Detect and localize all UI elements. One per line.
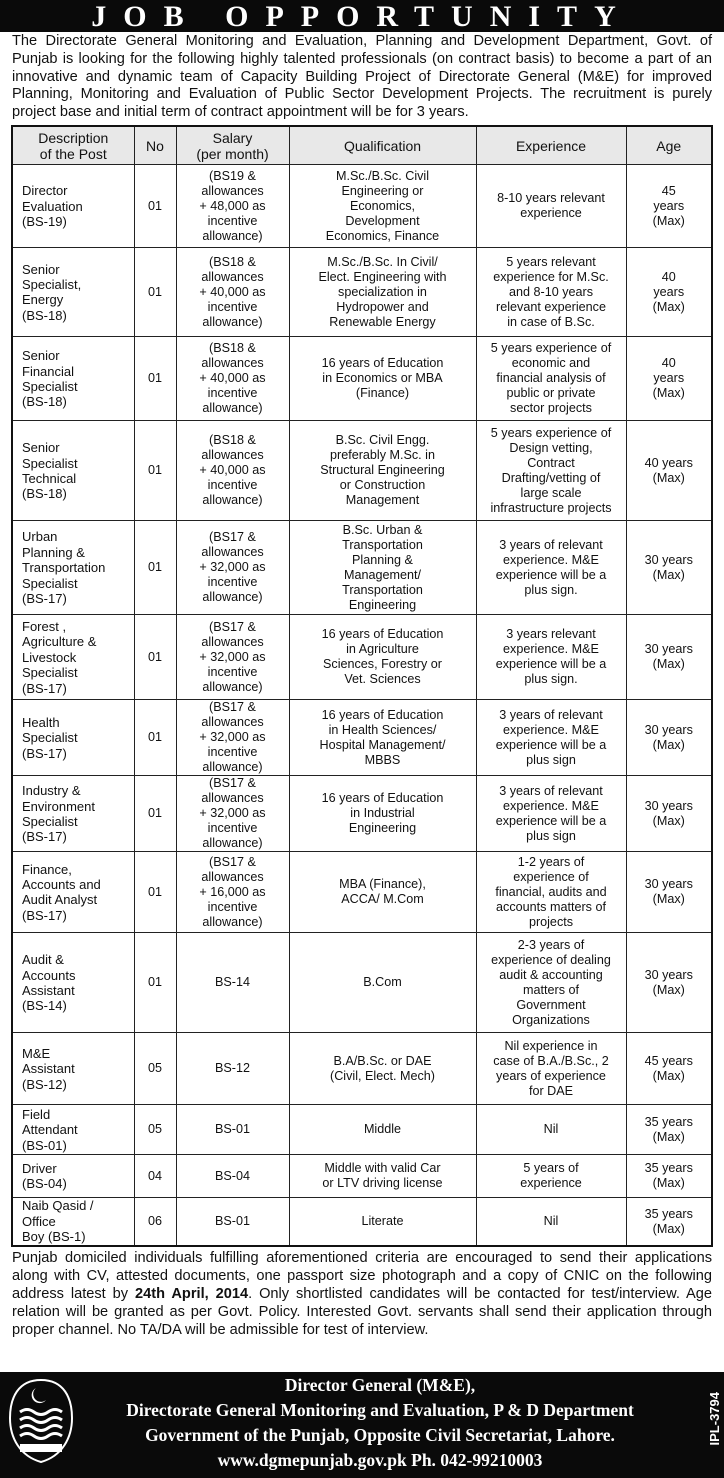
table-row <box>12 1155 712 1198</box>
ad-code: IPL-3794 <box>707 1392 722 1446</box>
cell-qualification: M.Sc./B.Sc. In Civil/ Elect. Engineering with specialization in Hydropower and Renewable Energy <box>289 248 476 337</box>
cell-salary: (BS18 & allowances + 40,000 as incentive allowance) <box>176 337 289 421</box>
cell-age: 35 years (Max) <box>626 1198 712 1246</box>
header-age: Age <box>626 126 712 165</box>
cell-no: 05 <box>134 1105 176 1155</box>
cell-qualification: B.Com <box>289 933 476 1033</box>
cell-qualification: B.Sc. Civil Engg. preferably M.Sc. in Structural Engineering or Construction Management <box>289 421 476 521</box>
cell-salary: BS-12 <box>176 1033 289 1105</box>
header-post: Description of the Post <box>12 126 134 165</box>
cell-experience: 5 years relevant experience for M.Sc. and 8-10 years relevant experience in case of B.Sc. <box>476 248 626 337</box>
instructions-text-cont: . Only shortlisted candidates will be contacted for test/interview. Age relation will be granted as per Govt. Policy. Interested Govt. servants shall send their application through proper channel. No TA/DA will be admissible for test of interview. <box>12 1285 712 1338</box>
table-row <box>12 248 712 337</box>
footer-line-1: Director General (M&E), <box>284 1375 476 1395</box>
cell-age: 30 years (Max) <box>626 615 712 700</box>
cell-qualification: 16 years of Education in Economics or MBA (Finance) <box>289 337 476 421</box>
cell-post: Senior Specialist Technical (BS-18) <box>12 421 134 521</box>
table-row <box>12 933 712 1033</box>
cell-experience: 3 years of relevant experience. M&E experience will be a plus sign <box>476 700 626 776</box>
cell-age: 40 years (Max) <box>626 337 712 421</box>
cell-post: Naib Qasid / Office Boy (BS-1) <box>12 1198 134 1246</box>
cell-post: Senior Financial Specialist (BS-18) <box>12 337 134 421</box>
cell-post: Health Specialist (BS-17) <box>12 700 134 776</box>
table-row <box>12 852 712 933</box>
cell-post: Forest , Agriculture & Livestock Specialist (BS-17) <box>12 615 134 700</box>
cell-no: 06 <box>134 1198 176 1246</box>
table-row <box>12 1033 712 1105</box>
cell-no: 01 <box>134 248 176 337</box>
cell-no: 01 <box>134 852 176 933</box>
cell-salary: (BS17 & allowances + 32,000 as incentive allowance) <box>176 615 289 700</box>
cell-salary: (BS17 & allowances + 16,000 as incentive allowance) <box>176 852 289 933</box>
cell-post: Audit & Accounts Assistant (BS-14) <box>12 933 134 1033</box>
footer-line-3: Government of the Punjab, Opposite Civil Secretariat, Lahore. <box>145 1425 615 1445</box>
table-row <box>12 421 712 521</box>
cell-experience: 3 years of relevant experience. M&E experience will be a plus sign. <box>476 521 626 615</box>
cell-age: 40 years (Max) <box>626 421 712 521</box>
cell-qualification: B.A/B.Sc. or DAE (Civil, Elect. Mech) <box>289 1033 476 1105</box>
cell-post: Urban Planning & Transportation Specialist (BS-17) <box>12 521 134 615</box>
cell-no: 01 <box>134 615 176 700</box>
cell-post: Field Attendant (BS-01) <box>12 1105 134 1155</box>
cell-age: 45 years (Max) <box>626 1033 712 1105</box>
cell-experience: 5 years experience of Design vetting, Contract Drafting/vetting of large scale infrastructure projects <box>476 421 626 521</box>
cell-salary: (BS18 & allowances + 40,000 as incentive allowance) <box>176 421 289 521</box>
ad-body <box>0 33 724 1339</box>
cell-salary: (BS17 & allowances + 32,000 as incentive allowance) <box>176 700 289 776</box>
header-experience: Experience <box>476 126 626 165</box>
cell-experience: 2-3 years of experience of dealing audit & accounting matters of Government Organizations <box>476 933 626 1033</box>
deadline: 24th April, 2014 <box>135 1285 249 1302</box>
cell-post: Senior Specialist, Energy (BS-18) <box>12 248 134 337</box>
punjab-government-logo-icon <box>6 1376 76 1466</box>
cell-no: 04 <box>134 1155 176 1198</box>
cell-qualification: 16 years of Education in Industrial Engineering <box>289 776 476 852</box>
cell-age: 30 years (Max) <box>626 521 712 615</box>
cell-age: 45 years (Max) <box>626 165 712 248</box>
cell-no: 01 <box>134 521 176 615</box>
cell-salary: (BS18 & allowances + 40,000 as incentive allowance) <box>176 248 289 337</box>
application-instructions <box>12 1249 712 1339</box>
cell-no: 01 <box>134 337 176 421</box>
cell-post: M&E Assistant (BS-12) <box>12 1033 134 1105</box>
cell-age: 35 years (Max) <box>626 1105 712 1155</box>
cell-qualification: MBA (Finance), ACCA/ M.Com <box>289 852 476 933</box>
cell-age: 40 years (Max) <box>626 248 712 337</box>
cell-experience: 5 years experience of economic and financial analysis of public or private sector projects <box>476 337 626 421</box>
cell-qualification: Middle <box>289 1105 476 1155</box>
cell-experience: Nil <box>476 1105 626 1155</box>
cell-qualification: 16 years of Education in Agriculture Sciences, Forestry or Vet. Sciences <box>289 615 476 700</box>
table-row <box>12 1105 712 1155</box>
footer-line-2: Directorate General Monitoring and Evaluation, P & D Department <box>126 1400 634 1420</box>
cell-age: 35 years (Max) <box>626 1155 712 1198</box>
table-row <box>12 615 712 700</box>
cell-experience: 1-2 years of experience of financial, audits and accounts matters of projects <box>476 852 626 933</box>
instructions-text: Punjab domiciled individuals fulfilling aforementioned criteria are encouraged to send their applications along with CV, attested documents, one passport size photograph and a copy of CNIC on the following address latest by <box>12 1249 712 1302</box>
cell-experience: 3 years relevant experience. M&E experience will be a plus sign. <box>476 615 626 700</box>
cell-age: 30 years (Max) <box>626 933 712 1033</box>
cell-no: 01 <box>134 165 176 248</box>
cell-no: 05 <box>134 1033 176 1105</box>
cell-experience: Nil <box>476 1198 626 1246</box>
table-row <box>12 165 712 248</box>
cell-post: Driver (BS-04) <box>12 1155 134 1198</box>
cell-salary: BS-01 <box>176 1198 289 1246</box>
table-header-row <box>12 126 712 165</box>
table-row <box>12 776 712 852</box>
cell-salary: BS-14 <box>176 933 289 1033</box>
cell-qualification: Middle with valid Car or LTV driving license <box>289 1155 476 1198</box>
cell-post: Finance, Accounts and Audit Analyst (BS-17) <box>12 852 134 933</box>
cell-experience: Nil experience in case of B.A./B.Sc., 2 years of experience for DAE <box>476 1033 626 1105</box>
ad-title: JOB OPPORTUNITY <box>0 0 724 32</box>
table-row <box>12 337 712 421</box>
table-row <box>12 1198 712 1246</box>
header-salary: Salary (per month) <box>176 126 289 165</box>
cell-post: Industry & Environment Specialist (BS-17) <box>12 776 134 852</box>
cell-salary: BS-04 <box>176 1155 289 1198</box>
table-row <box>12 521 712 615</box>
cell-age: 30 years (Max) <box>626 700 712 776</box>
cell-experience: 8-10 years relevant experience <box>476 165 626 248</box>
cell-qualification: M.Sc./B.Sc. Civil Engineering or Economics, Development Economics, Finance <box>289 165 476 248</box>
jobs-table <box>11 125 713 1247</box>
cell-salary: (BS17 & allowances + 32,000 as incentive allowance) <box>176 521 289 615</box>
cell-age: 30 years (Max) <box>626 776 712 852</box>
cell-age: 30 years (Max) <box>626 852 712 933</box>
table-row <box>12 700 712 776</box>
cell-salary: (BS17 & allowances + 32,000 as incentive allowance) <box>176 776 289 852</box>
cell-salary: (BS19 & allowances + 48,000 as incentive allowance) <box>176 165 289 248</box>
cell-no: 01 <box>134 776 176 852</box>
intro-paragraph: The Directorate General Monitoring and Evaluation, Planning and Development Department, Govt. of Punjab is looking for the following highly talented professionals (on contract basis) to become a part of an innovative and dynamic team of Capacity Building Project of Directorate General (M&E) for improved Planning, Monitoring and Evaluation of Public Sector Development Projects. The recruitment is purely project base and initial term of contract appointment will be for 3 years. <box>12 33 712 121</box>
cell-salary: BS-01 <box>176 1105 289 1155</box>
cell-qualification: Literate <box>289 1198 476 1246</box>
cell-no: 01 <box>134 421 176 521</box>
cell-no: 01 <box>134 700 176 776</box>
cell-experience: 5 years of experience <box>476 1155 626 1198</box>
header-qualification: Qualification <box>289 126 476 165</box>
cell-qualification: B.Sc. Urban & Transportation Planning & Management/ Transportation Engineering <box>289 521 476 615</box>
contact-footer <box>0 1372 724 1478</box>
cell-experience: 3 years of relevant experience. M&E experience will be a plus sign <box>476 776 626 852</box>
cell-no: 01 <box>134 933 176 1033</box>
header-no: No <box>134 126 176 165</box>
cell-post: Director Evaluation (BS-19) <box>12 165 134 248</box>
cell-qualification: 16 years of Education in Health Sciences/ Hospital Management/ MBBS <box>289 700 476 776</box>
footer-website-phone: www.dgmepunjab.gov.pk Ph. 042-99210003 <box>217 1450 543 1470</box>
